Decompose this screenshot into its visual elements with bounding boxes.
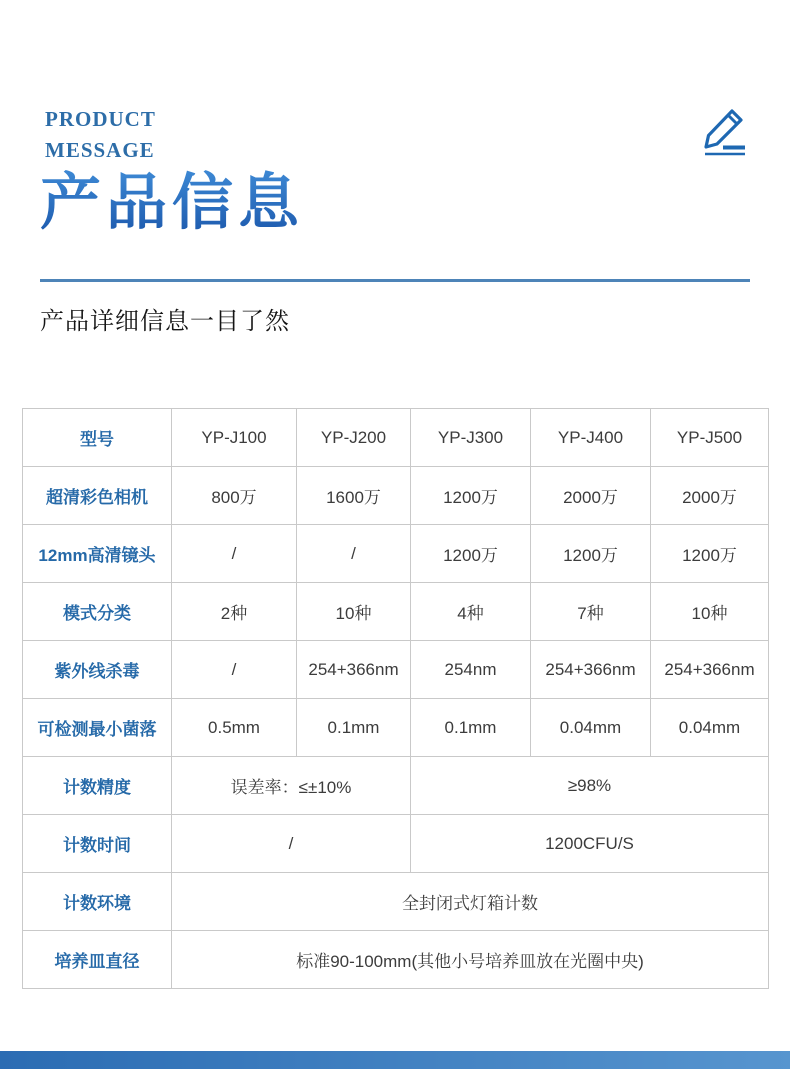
table-row [23,873,769,931]
table-cell: YP-J500 [651,409,769,467]
table-row [23,931,769,989]
page-title: 产品信息 [40,166,304,239]
table-header-row [23,409,769,467]
table-cell: 254+366nm [651,641,769,699]
table-cell: 2000万 [651,467,769,525]
table-cell: 2种 [172,583,297,641]
table-row [23,757,769,815]
table-cell: 1200万 [531,525,651,583]
row-label-cell: 培养皿直径 [23,931,172,989]
table-row [23,583,769,641]
table-cell: 1200万 [411,467,531,525]
table-cell: 1200CFU/S [411,815,769,873]
table-cell: 254+366nm [531,641,651,699]
table-cell: ≥98% [411,757,769,815]
row-label-cell: 模式分类 [23,583,172,641]
table-cell: / [297,525,411,583]
table-cell: YP-J400 [531,409,651,467]
table-cell: 1200万 [651,525,769,583]
table-cell: 10种 [297,583,411,641]
table-cell: YP-J300 [411,409,531,467]
table-row [23,699,769,757]
eyebrow-heading [45,104,156,166]
row-label-cell: 可检测最小菌落 [23,699,172,757]
table-cell: 254nm [411,641,531,699]
table-cell: YP-J200 [297,409,411,467]
table-cell: 10种 [651,583,769,641]
table-cell: 误差率：≤±10% [172,757,411,815]
row-label-cell: 计数精度 [23,757,172,815]
footer-accent-bar [0,1051,790,1069]
pencil-icon [698,104,750,160]
table-cell: YP-J100 [172,409,297,467]
table-cell: 0.1mm [411,699,531,757]
table-cell: 0.04mm [531,699,651,757]
spec-table [22,408,769,989]
table-cell: / [172,525,297,583]
table-row [23,641,769,699]
table-cell: 标准90-100mm(其他小号培养皿放在光圈中央) [172,931,769,989]
row-label-cell: 12mm高清镜头 [23,525,172,583]
row-label-cell: 紫外线杀毒 [23,641,172,699]
title-divider-line [40,279,750,282]
table-cell: 1200万 [411,525,531,583]
table-cell: 全封闭式灯箱计数 [172,873,769,931]
eyebrow-line-2: MESSAGE [45,138,155,162]
table-cell: 800万 [172,467,297,525]
table-cell: 254+366nm [297,641,411,699]
table-row [23,525,769,583]
table-cell: / [172,815,411,873]
table-cell: 4种 [411,583,531,641]
row-label-cell: 计数环境 [23,873,172,931]
eyebrow-line-1: PRODUCT [45,107,156,131]
row-label-cell: 超清彩色相机 [23,467,172,525]
table-cell: 0.04mm [651,699,769,757]
table-cell: 2000万 [531,467,651,525]
table-row [23,467,769,525]
page-subtitle: 产品详细信息一目了然 [40,309,290,335]
row-label-cell: 型号 [23,409,172,467]
table-cell: 0.5mm [172,699,297,757]
row-label-cell: 计数时间 [23,815,172,873]
table-cell: 0.1mm [297,699,411,757]
table-cell: 1600万 [297,467,411,525]
table-cell: 7种 [531,583,651,641]
table-cell: / [172,641,297,699]
table-row [23,815,769,873]
